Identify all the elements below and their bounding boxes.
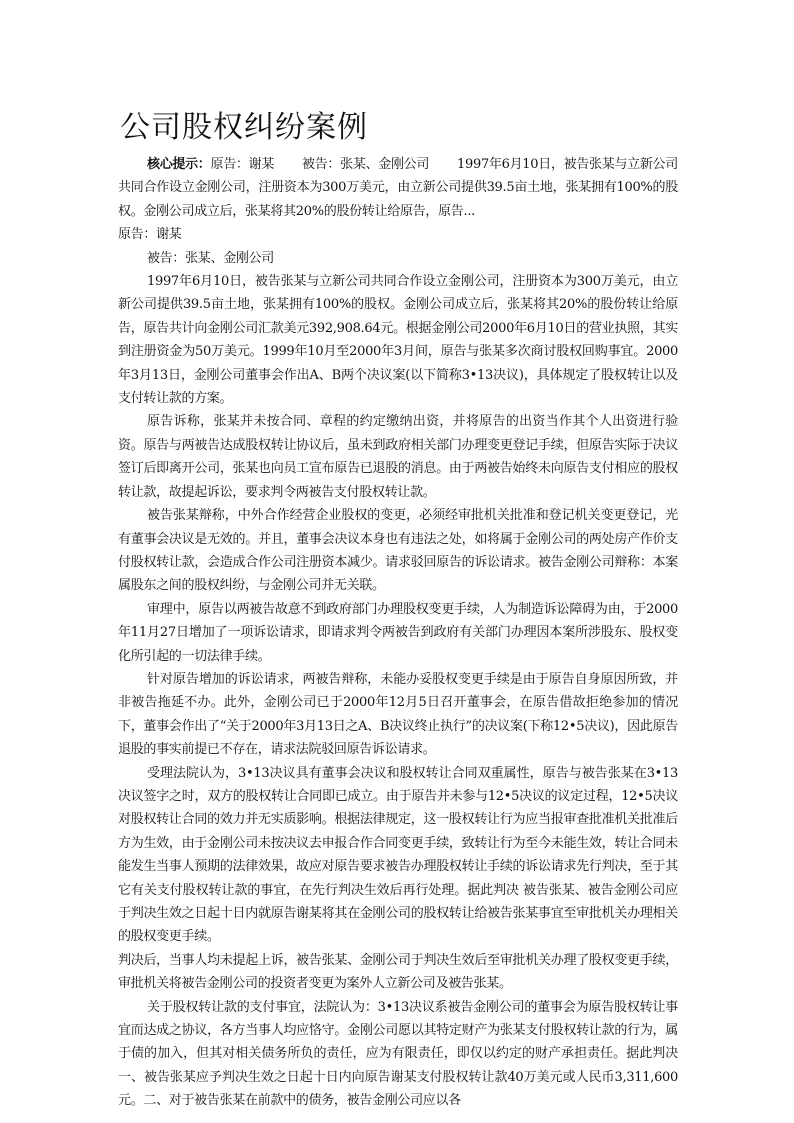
page-title: 公司股权纠纷案例 — [120, 110, 368, 145]
defendant-line: 被告：张某、金刚公司 — [147, 250, 275, 266]
summary-text: 1997年6月10日，被告张某与立新公司共同合作设立金刚公司，注册资本为300万美元，由立新公司提供39.5亩土地，张某拥有100%的股权。金刚公司成立后，张某将其20%的股份转让给原告，原告... — [118, 157, 678, 219]
paragraph-defendant-response: 针对原告增加的诉讼请求，两被告辩称，未能办妥股权变更手续是由于原告自身原因所致，并非被告拖延不办。此外，金刚公司已于2000年12月5日召开董事会，在原告借故拒绝参加的情况下，董事会作出了“关于2000年3月13日之A、B决议终止执行”的决议案(下称12•5决议)，因此原告退股的事实前提已不存在，请求法院驳回原告诉讼请求。 — [118, 671, 678, 758]
summary-defendant: 被告：张某、金刚公司 — [302, 157, 430, 172]
summary-plaintiff: 原告：谢某 — [210, 157, 275, 172]
paragraph-defendant-defense: 被告张某辩称，中外合作经营企业股权的变更，必须经审批机关批准和登记机关变更登记，光有董事会决议是无效的。并且，董事会决议本身也有违法之处，如将属于金刚公司的两处房产作价支付股权转让款，会造成合作公司注册资本减少。请求驳回原告的诉讼请求。被告金刚公司辩称：本案属股东之间的股权纠纷，与金刚公司并无关联。 — [118, 508, 678, 594]
paragraph-payment-ruling: 关于股权转让款的支付事宜，法院认为：3•13决议系被告金刚公司的董事会为原告股权转让事宜而达成之协议，各方当事人均应恪守。金刚公司愿以其特定财产为张某支付股权转让款的行为，属于债的加入，但其对相关债务所负的责任，应为有限责任，即仅以约定的财产承担责任。据此判决 一、被告张某应予判决生效之日起十日内向原告谢某支付股权转让款40万美元或人民币3,311,600元。二、对于被告张某在前款中的债务，被告金刚公司应以各 — [118, 999, 678, 1109]
paragraph-post-judgment: 判决后，当事人均未提起上诉，被告张某、金刚公司于判决生效后至审批机关办理了股权变更手续，审批机关将被告金刚公司的投资者变更为案外人立新公司及被告张某。 — [118, 952, 678, 992]
core-summary — [118, 153, 678, 223]
paragraph-court-opinion: 受理法院认为，3•13决议具有董事会决议和股权转让合同双重属性，原告与被告张某在3•13决议签字之时，双方的股权转让合同即已成立。由于原告并未参与12•5决议的议定过程，12•5决议对股权转让合同的效力并无实质影响。根据法律规定，这一股权转让行为应当报审查批准机关批准后方为生效，由于金刚公司未按决议去申报合作合同变更手续，致转让行为至今未能生效，转让合同未能发生当事人预期的法律效果，故应对原告要求被告办理股权转让手续的诉讼请求先行判决，至于其它有关支付股权转让款的事宜，在先行判决生效后再行处理。据此判决 被告张某、被告金刚公司应于判决生效之日起十日内就原告谢某将其在金刚公司的股权转让给被告张某事宜至审批机关办理相关的股权变更手续。 — [118, 765, 678, 945]
paragraph-added-claim: 审理中，原告以两被告故意不到政府部门办理股权变更手续，人为制造诉讼障碍为由，于2000年11月27日增加了一项诉讼请求，即请求判令两被告到政府有关部门办理因本案所涉股东、股权变化所引起的一切法律手续。 — [118, 601, 678, 664]
plaintiff-line: 原告：谢某 — [118, 227, 182, 243]
summary-label: 核心提示： — [147, 157, 211, 172]
paragraph-plaintiff-claim: 原告诉称，张某并未按合同、章程的约定缴纳出资，并将原告的出资当作其个人出资进行验资。原告与两被告达成股权转让协议后，虽未到政府相关部门办理变更登记手续，但原告实际于决议签订后即离开公司，张某也向员工宣布原告已退股的消息。由于两被告始终未向原告支付相应的股权转让款，故提起诉讼，要求判令两被告支付股权转让款。 — [118, 414, 678, 500]
document-body — [118, 153, 678, 1113]
paragraph-facts: 1997年6月10日，被告张某与立新公司共同合作设立金刚公司，注册资本为300万美元，由立新公司提供39.5亩土地，张某拥有100%的股权。金刚公司成立后，张某将其20%的股份转让给原告，原告共计向金刚公司汇款美元392,908.64元。根据金刚公司2000年6月10日的营业执照，其实到注册资金为50万美元。1999年10月至2000年3月间，原告与张某多次商讨股权回购事宜。2000年3月13日，金刚公司董事会作出A、B两个决议案(以下简称3•13决议)，具体规定了股权转让以及支付转让款的方案。 — [118, 274, 678, 407]
